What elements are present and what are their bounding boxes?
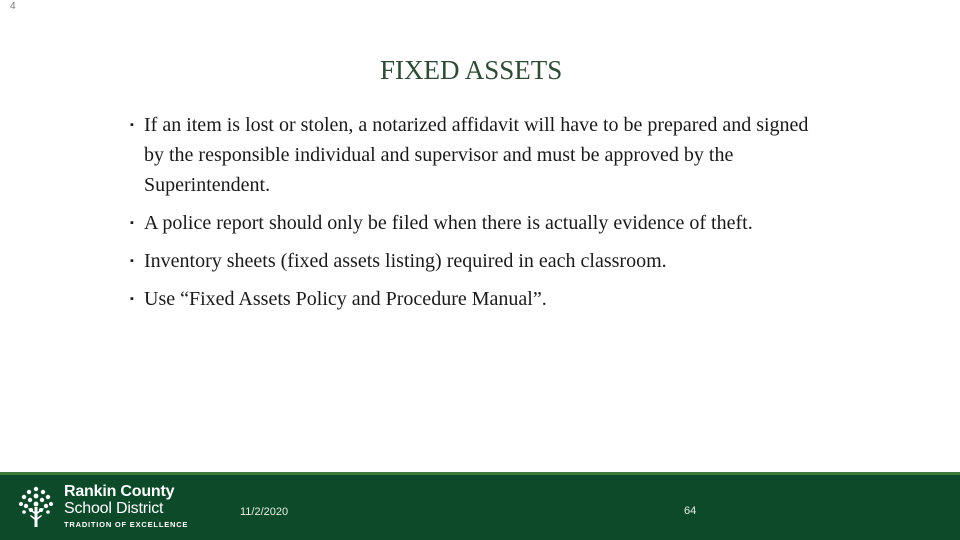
footer-bar (0, 472, 960, 540)
footer-date: 11/2/2020 (240, 506, 289, 518)
bullet-item (130, 208, 820, 238)
bullet-item (130, 110, 820, 200)
logo-name-line1: Rankin County (64, 483, 175, 500)
page-number-top: 4 (10, 1, 16, 12)
bullet-text: If an item is lost or stolen, a notarized affidavit will have to be prepared and signed by the responsible individual and supervisor and must be approved by the Superintendent. (144, 114, 809, 196)
logo-tagline: TRADITION OF EXCELLENCE (64, 520, 189, 529)
slide-title: FIXED ASSETS (380, 55, 563, 85)
footer-page-number: 64 (684, 505, 697, 517)
bullet-item (130, 246, 820, 276)
bullet-text: Inventory sheets (fixed assets listing) required in each classroom. (144, 250, 667, 272)
tree-icon (16, 485, 56, 529)
bullet-item (130, 284, 820, 314)
bullet-marker-icon: ▪ (130, 255, 134, 267)
bullet-text: Use “Fixed Assets Policy and Procedure Manual”. (144, 288, 547, 310)
bullet-text: A police report should only be filed when there is actually evidence of theft. (144, 212, 753, 234)
bullet-marker-icon: ▪ (130, 217, 134, 229)
district-logo (16, 484, 188, 530)
bullet-list (130, 110, 820, 322)
bullet-marker-icon: ▪ (130, 119, 134, 131)
logo-text (64, 484, 188, 530)
bullet-marker-icon: ▪ (130, 293, 134, 305)
logo-name-line2: School District (64, 500, 164, 517)
